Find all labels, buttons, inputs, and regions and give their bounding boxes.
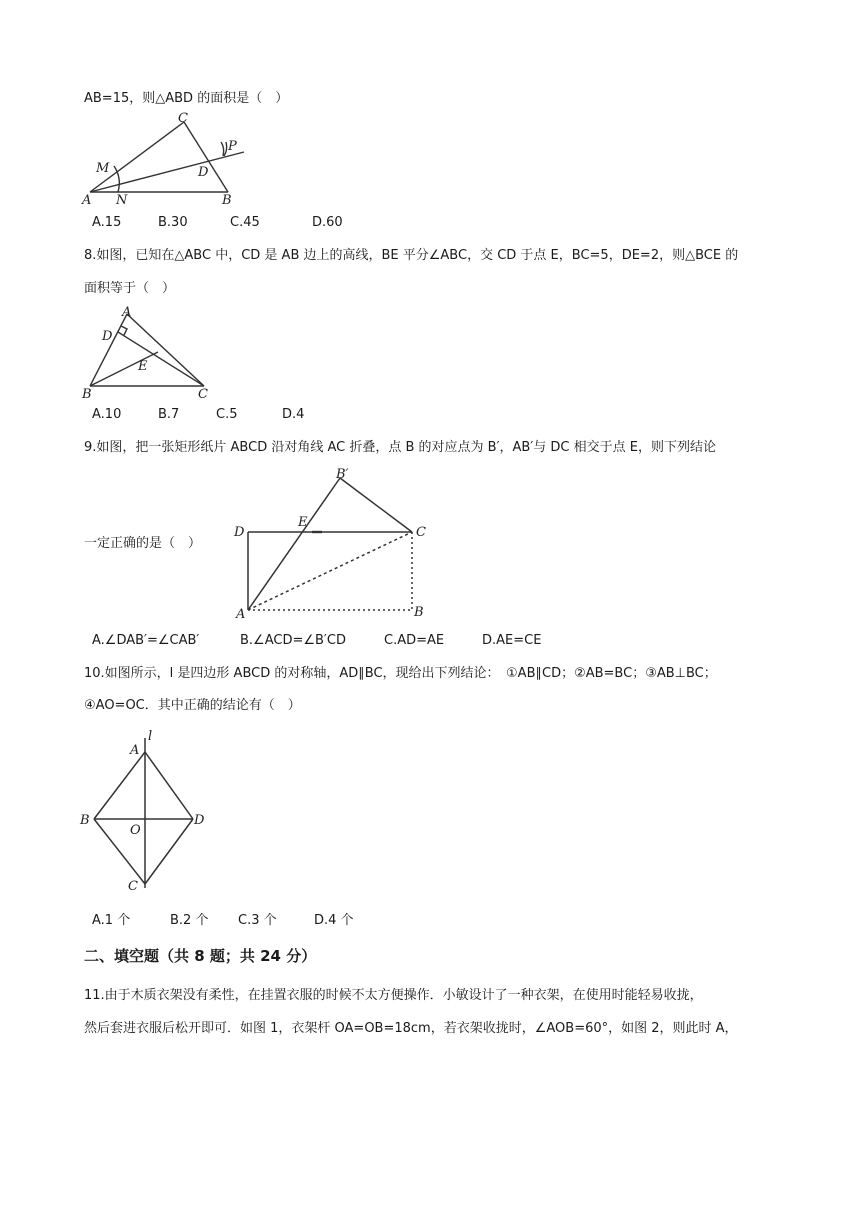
q7-label-a: A [82, 193, 92, 208]
q7-option-d[interactable]: D.60 [312, 215, 343, 230]
q9-text-line1: 9.如图，把一张矩形纸片 ABCD 沿对角线 AC 折叠，点 B 的对应点为 B′，AB′与 DC 相交于点 E，则下列结论 [84, 440, 716, 455]
q7-text: AB=15，则△ABD 的面积是（ ） [84, 91, 289, 106]
q8-label-d: D [102, 329, 113, 344]
q10-option-b[interactable]: B.2 个 [170, 913, 209, 928]
q11-text-line2: 然后套进衣服后松开即可．如图 1，衣架杆 OA=OB=18cm，若衣架收拢时，∠AOB=60°，如图 2，则此时 A， [84, 1021, 738, 1036]
q7-label-n: N [116, 193, 128, 208]
q7-label-p: P [228, 139, 237, 154]
q11-text-line1: 11.由于木质衣架没有柔性，在挂置衣服的时候不太方便操作．小敏设计了一种衣架，在使用时能轻易收拢， [84, 988, 703, 1003]
q8-label-a: A [122, 305, 132, 320]
q10-label-l: l [148, 729, 153, 744]
q9-option-a[interactable]: A.∠DAB′=∠CAB′ [92, 633, 200, 648]
q10-label-c: C [128, 879, 138, 894]
q8-text-line2: 面积等于（ ） [84, 281, 176, 296]
q10-label-b: B [80, 813, 90, 828]
q10-option-a[interactable]: A.1 个 [92, 913, 131, 928]
q10-option-d[interactable]: D.4 个 [314, 913, 354, 928]
q7-option-a[interactable]: A.15 [92, 215, 122, 230]
q8-label-c: C [198, 387, 208, 402]
q8-label-b: B [82, 387, 92, 402]
q9-label-b: B [414, 605, 424, 620]
q10-label-o: O [130, 823, 141, 838]
q8-figure [80, 304, 230, 400]
q9-option-d[interactable]: D.AE=CE [482, 633, 542, 648]
q9-option-c[interactable]: C.AD=AE [384, 633, 445, 648]
q7-label-d: D [198, 165, 209, 180]
q8-text-line1: 8.如图，已知在△ABC 中，CD 是 AB 边上的高线，BE 平分∠ABC，交 CD 于点 E，BC=5，DE=2，则△BCE 的 [84, 248, 739, 263]
q9-label-e: E [298, 515, 308, 530]
q9-label-d: D [234, 525, 245, 540]
q9-option-b[interactable]: B.∠ACD=∠B′CD [240, 633, 346, 648]
q9-label-a: A [236, 607, 246, 622]
section-title: 二、填空题（共 8 题；共 24 分） [84, 947, 317, 965]
q10-text-line1: 10.如图所示，l 是四边形 ABCD 的对称轴，AD∥BC，现给出下列结论： ①AB∥CD；②AB=BC；③AB⊥BC； [84, 666, 717, 681]
q7-label-m: M [96, 161, 110, 176]
q10-label-d: D [194, 813, 205, 828]
q10-figure [78, 726, 218, 894]
q7-label-b: B [222, 193, 232, 208]
q8-option-c[interactable]: C.5 [216, 407, 238, 422]
q9-label-b-prime: B′ [336, 467, 349, 482]
q10-label-a: A [130, 743, 140, 758]
q8-option-a[interactable]: A.10 [92, 407, 122, 422]
q7-option-c[interactable]: C.45 [230, 215, 260, 230]
q9-label-c: C [416, 525, 426, 540]
q7-option-b[interactable]: B.30 [158, 215, 188, 230]
q8-label-e: E [138, 359, 148, 374]
q10-text-line2: ④AO=OC．其中正确的结论有（ ） [84, 698, 301, 713]
q7-label-c: C [178, 111, 188, 126]
q8-option-b[interactable]: B.7 [158, 407, 180, 422]
q7-figure [78, 110, 248, 210]
q9-figure [232, 467, 432, 622]
q8-option-d[interactable]: D.4 [282, 407, 305, 422]
q10-option-c[interactable]: C.3 个 [238, 913, 277, 928]
q9-text-line2: 一定正确的是（ ） [84, 536, 202, 551]
